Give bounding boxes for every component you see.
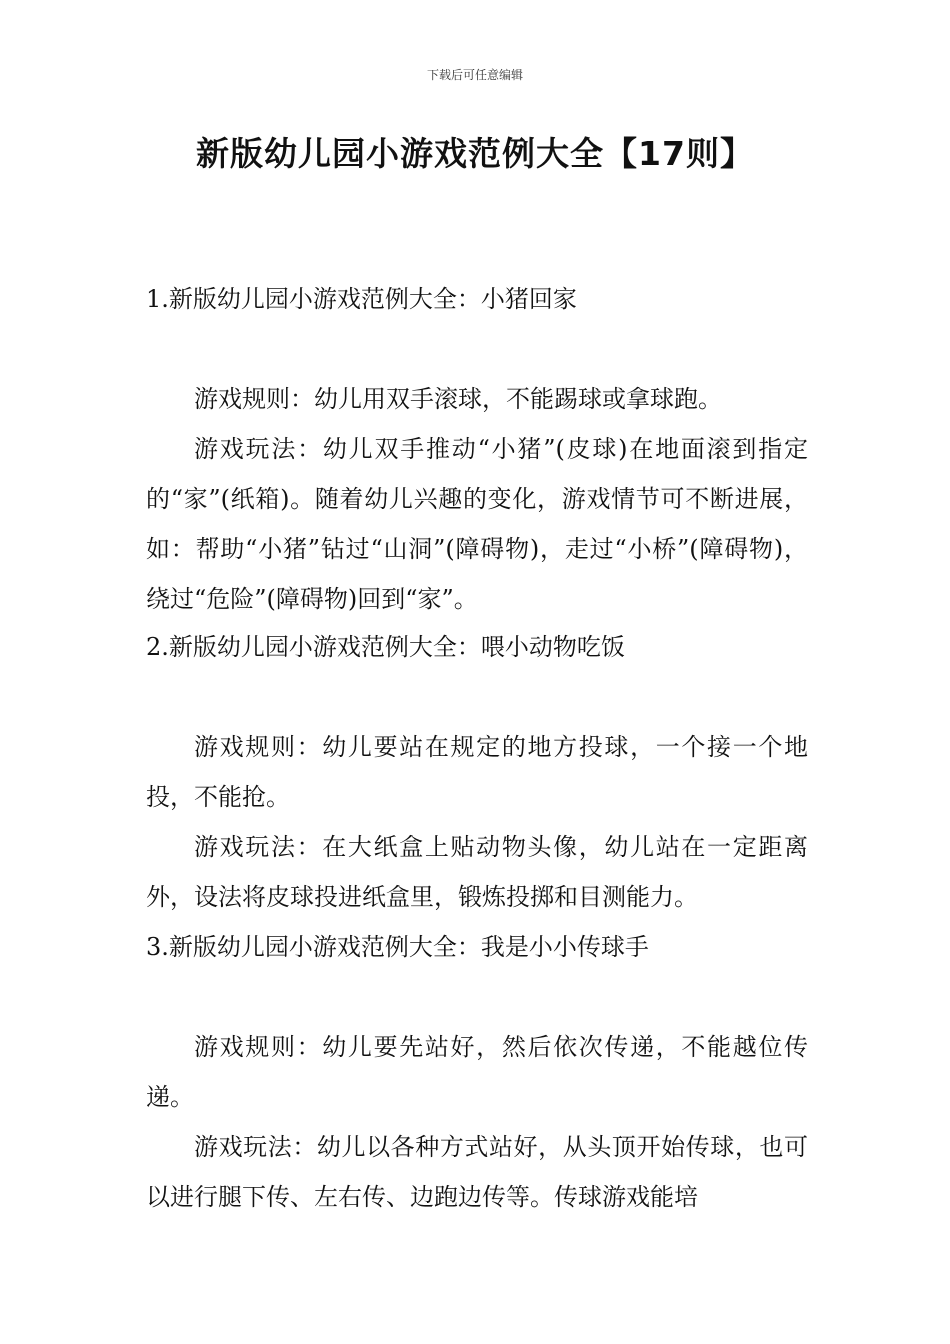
game-rule: 游戏规则：幼儿要先站好，然后依次传递，不能越位传递。 — [146, 1033, 808, 1111]
game-rule: 游戏规则：幼儿要站在规定的地方投球，一个接一个地投，不能抢。 — [146, 733, 808, 811]
section-heading: 1.新版幼儿园小游戏范例大全：小猪回家 — [146, 285, 577, 313]
document-title: 新版幼儿园小游戏范例大全【17则】 — [196, 134, 754, 173]
section-1 — [146, 274, 808, 624]
game-play: 游戏玩法：幼儿以各种方式站好，从头顶开始传球，也可以进行腿下传、左右传、边跑边传等。传球游戏能培 — [146, 1133, 808, 1211]
game-rule: 游戏规则：幼儿用双手滚球，不能踢球或拿球跑。 — [194, 385, 722, 413]
game-play: 游戏玩法：在大纸盒上贴动物头像，幼儿站在一定距离外，设法将皮球投进纸盒里，锻炼投掷和目测能力。 — [146, 833, 808, 911]
section-3 — [146, 922, 808, 1222]
game-play: 游戏玩法：幼儿双手推动“小猪”(皮球)在地面滚到指定的“家”(纸箱)。随着幼儿兴趣的变化，游戏情节可不断进展，如：帮助“小猪”钻过“山洞”(障碍物)，走过“小桥”(障碍物)，绕过“危险”(障碍物)回到“家”。 — [146, 435, 808, 613]
section-2 — [146, 622, 808, 922]
header-note: 下载后可任意编辑 — [426, 68, 523, 82]
section-heading: 2.新版幼儿园小游戏范例大全：喂小动物吃饭 — [146, 633, 625, 661]
section-heading: 3.新版幼儿园小游戏范例大全：我是小小传球手 — [146, 933, 649, 961]
